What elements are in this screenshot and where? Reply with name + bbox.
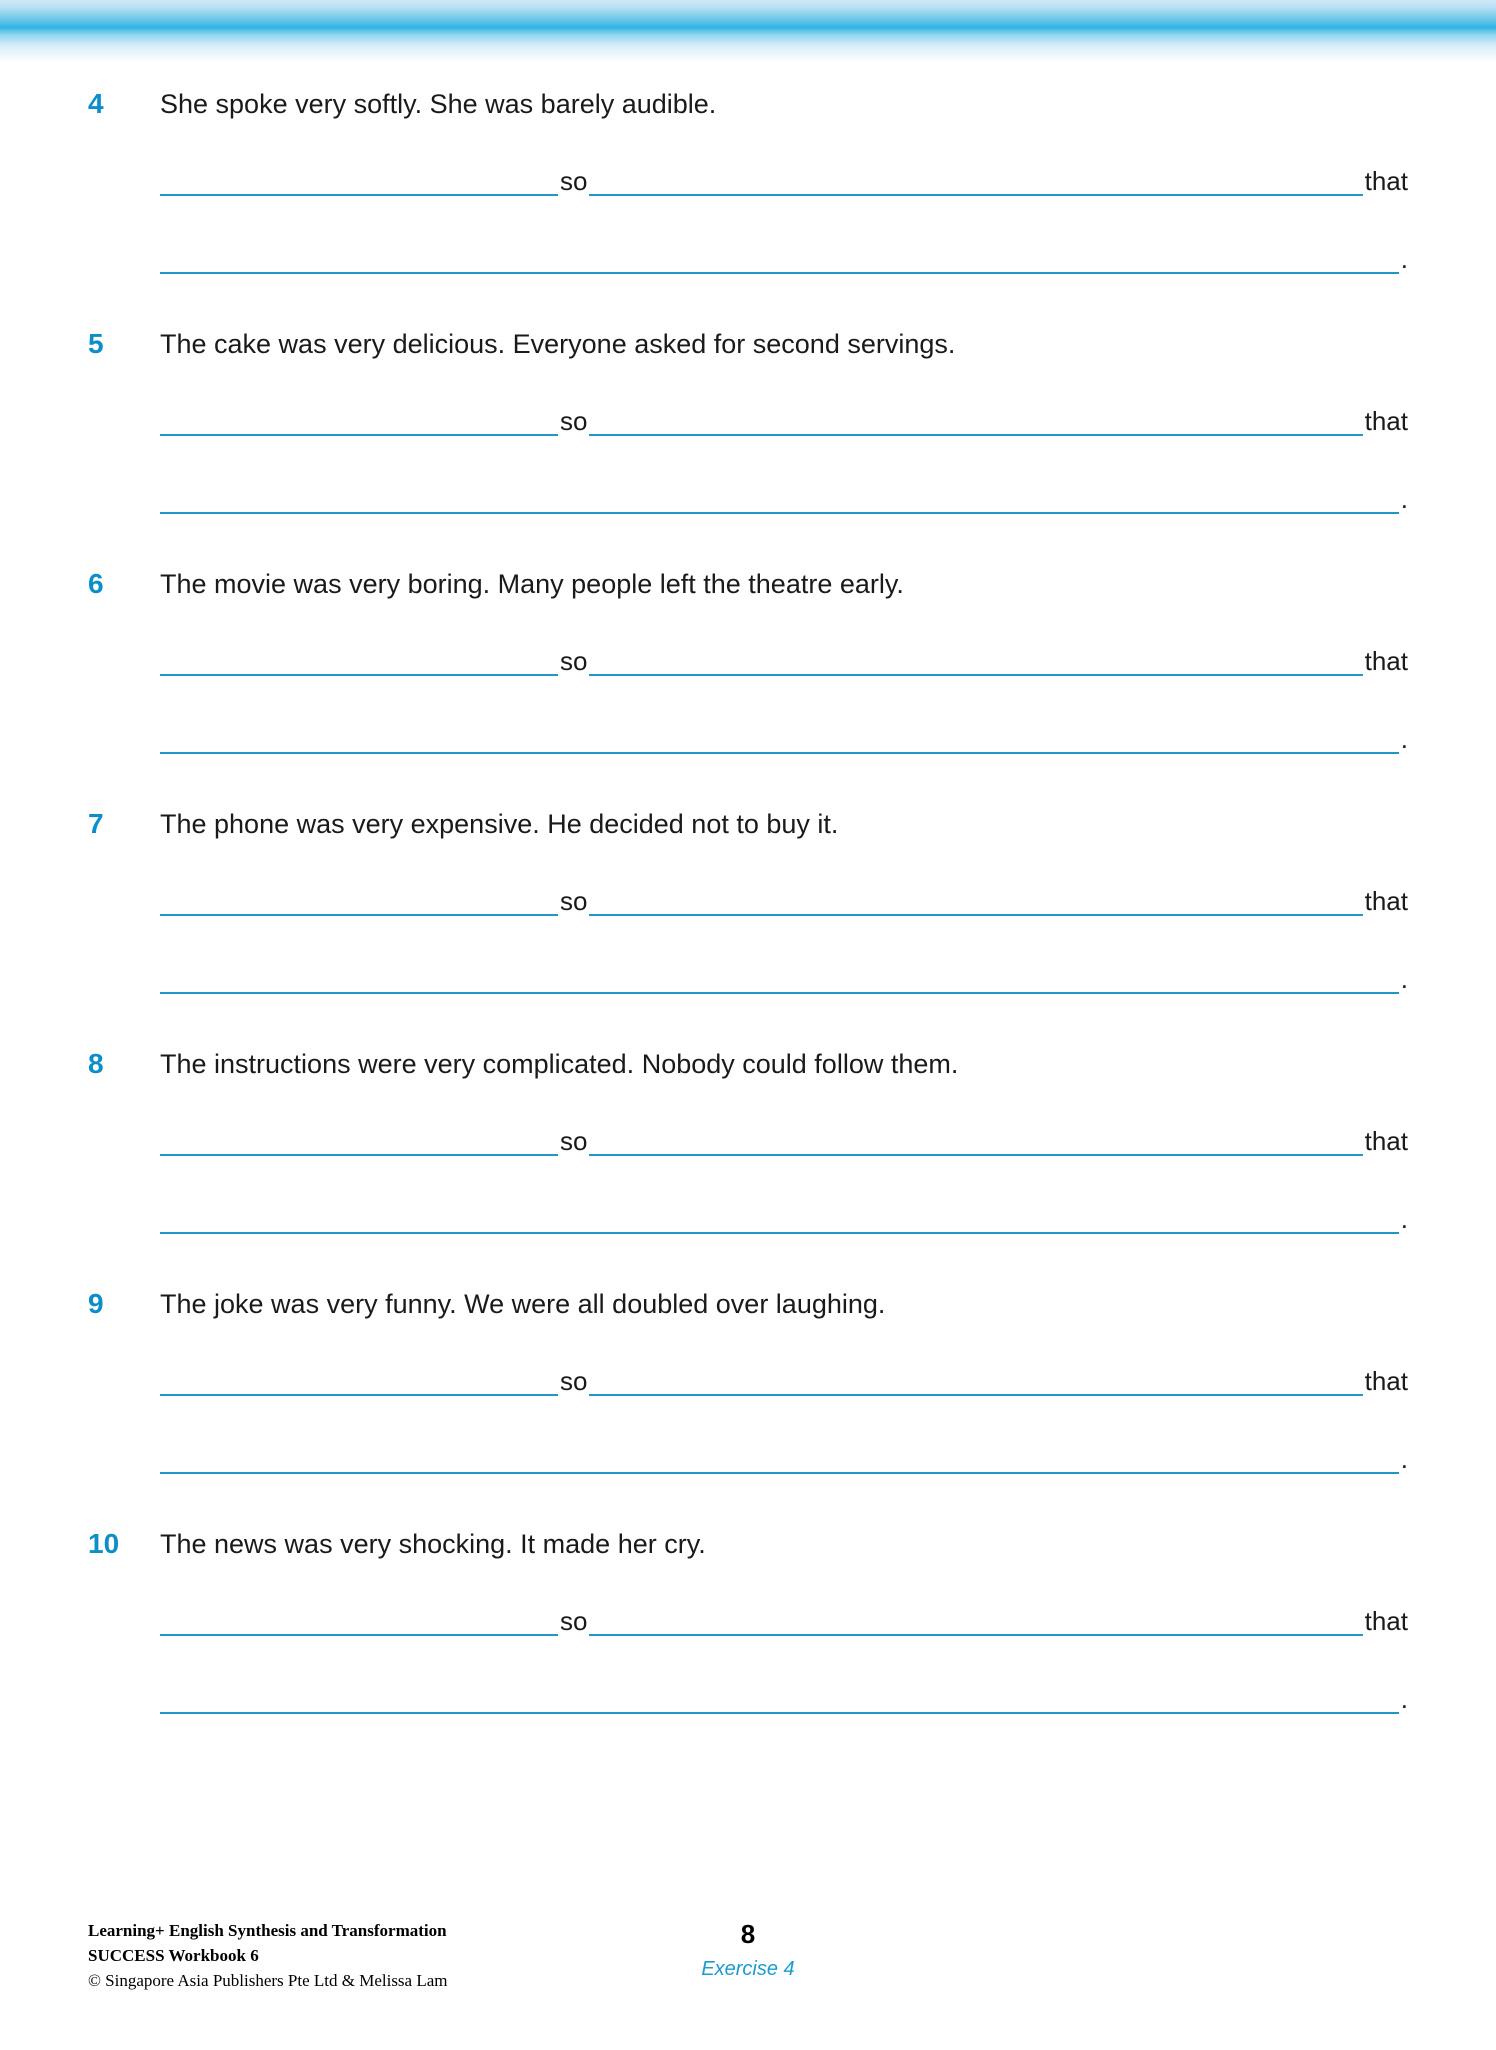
answer-row-first <box>160 396 1408 436</box>
answer-blank[interactable] <box>589 884 1362 916</box>
answer-blank[interactable] <box>589 644 1362 676</box>
answer-blank[interactable] <box>589 1124 1362 1156</box>
answer-blank[interactable] <box>160 1604 558 1636</box>
answer-row-first <box>160 636 1408 676</box>
connector-word: so <box>560 1366 588 1396</box>
tail-word: that <box>1364 1126 1408 1156</box>
end-punctuation: . <box>1400 1444 1408 1474</box>
end-punctuation: . <box>1400 484 1408 514</box>
answer-blank[interactable] <box>160 482 1399 514</box>
end-punctuation: . <box>1400 1684 1408 1714</box>
answer-row-first <box>160 1356 1408 1396</box>
answer-blank[interactable] <box>589 404 1362 436</box>
connector-word: so <box>560 1606 588 1636</box>
answer-blank[interactable] <box>589 1364 1362 1396</box>
answer-row-second <box>160 234 1408 274</box>
question-number: 4 <box>88 88 104 119</box>
answer-blank[interactable] <box>589 1604 1362 1636</box>
answer-row-first <box>160 1116 1408 1156</box>
question-item <box>0 326 1496 514</box>
question-item <box>0 806 1496 994</box>
answer-blank[interactable] <box>160 1202 1399 1234</box>
question-number: 10 <box>88 1528 120 1559</box>
question-item <box>0 1046 1496 1234</box>
question-number: 6 <box>88 568 104 599</box>
question-text: The phone was very expensive. He decided not to buy it. <box>160 809 839 839</box>
answer-row-first <box>160 1596 1408 1636</box>
answer-blank[interactable] <box>160 1682 1399 1714</box>
answer-blank[interactable] <box>160 644 558 676</box>
answer-row-second <box>160 1194 1408 1234</box>
question-text: The cake was very delicious. Everyone asked for second servings. <box>160 329 956 359</box>
answer-row-first <box>160 876 1408 916</box>
connector-word: so <box>560 646 588 676</box>
answer-blank[interactable] <box>160 884 558 916</box>
question-text: The instructions were very complicated. Nobody could follow them. <box>160 1049 959 1079</box>
footer-center-block <box>0 1918 1496 1982</box>
answer-blank[interactable] <box>160 404 558 436</box>
page-number: 8 <box>740 1919 756 1949</box>
answer-blank[interactable] <box>160 722 1399 754</box>
question-text: She spoke very softly. She was barely audible. <box>160 89 717 119</box>
answer-row-first <box>160 156 1408 196</box>
connector-word: so <box>560 166 588 196</box>
footer-title-line2: SUCCESS Workbook 6 <box>88 1946 259 1965</box>
question-number: 9 <box>88 1288 104 1319</box>
tail-word: that <box>1364 646 1408 676</box>
page-footer <box>0 1918 1496 2008</box>
end-punctuation: . <box>1400 724 1408 754</box>
end-punctuation: . <box>1400 964 1408 994</box>
answer-blank[interactable] <box>160 164 558 196</box>
question-item <box>0 86 1496 274</box>
question-number: 5 <box>88 328 104 359</box>
question-text: The news was very shocking. It made her cry. <box>160 1529 706 1559</box>
tail-word: that <box>1364 886 1408 916</box>
answer-blank[interactable] <box>160 1442 1399 1474</box>
question-item <box>0 1286 1496 1474</box>
question-text: The movie was very boring. Many people left the theatre early. <box>160 569 904 599</box>
question-number: 8 <box>88 1048 104 1079</box>
footer-copyright: © Singapore Asia Publishers Pte Ltd & Melissa Lam <box>88 1971 448 1990</box>
answer-row-second <box>160 954 1408 994</box>
exercise-label: Exercise 4 <box>701 1958 795 1980</box>
answer-blank[interactable] <box>160 962 1399 994</box>
end-punctuation: . <box>1400 244 1408 274</box>
end-punctuation: . <box>1400 1204 1408 1234</box>
question-item <box>0 1526 1496 1714</box>
question-item <box>0 566 1496 754</box>
tail-word: that <box>1364 1366 1408 1396</box>
tail-word: that <box>1364 406 1408 436</box>
answer-blank[interactable] <box>160 1124 558 1156</box>
footer-title-line1: Learning+ English Synthesis and Transformation <box>88 1921 447 1940</box>
questions-list <box>0 86 1496 1766</box>
answer-row-second <box>160 714 1408 754</box>
answer-row-second <box>160 474 1408 514</box>
header-gradient-band <box>0 0 1496 62</box>
answer-blank[interactable] <box>160 1364 558 1396</box>
answer-blank[interactable] <box>160 242 1399 274</box>
answer-blank[interactable] <box>589 164 1362 196</box>
question-number: 7 <box>88 808 104 839</box>
connector-word: so <box>560 406 588 436</box>
answer-row-second <box>160 1674 1408 1714</box>
question-text: The joke was very funny. We were all doubled over laughing. <box>160 1289 886 1319</box>
tail-word: that <box>1364 1606 1408 1636</box>
connector-word: so <box>560 886 588 916</box>
answer-row-second <box>160 1434 1408 1474</box>
tail-word: that <box>1364 166 1408 196</box>
connector-word: so <box>560 1126 588 1156</box>
